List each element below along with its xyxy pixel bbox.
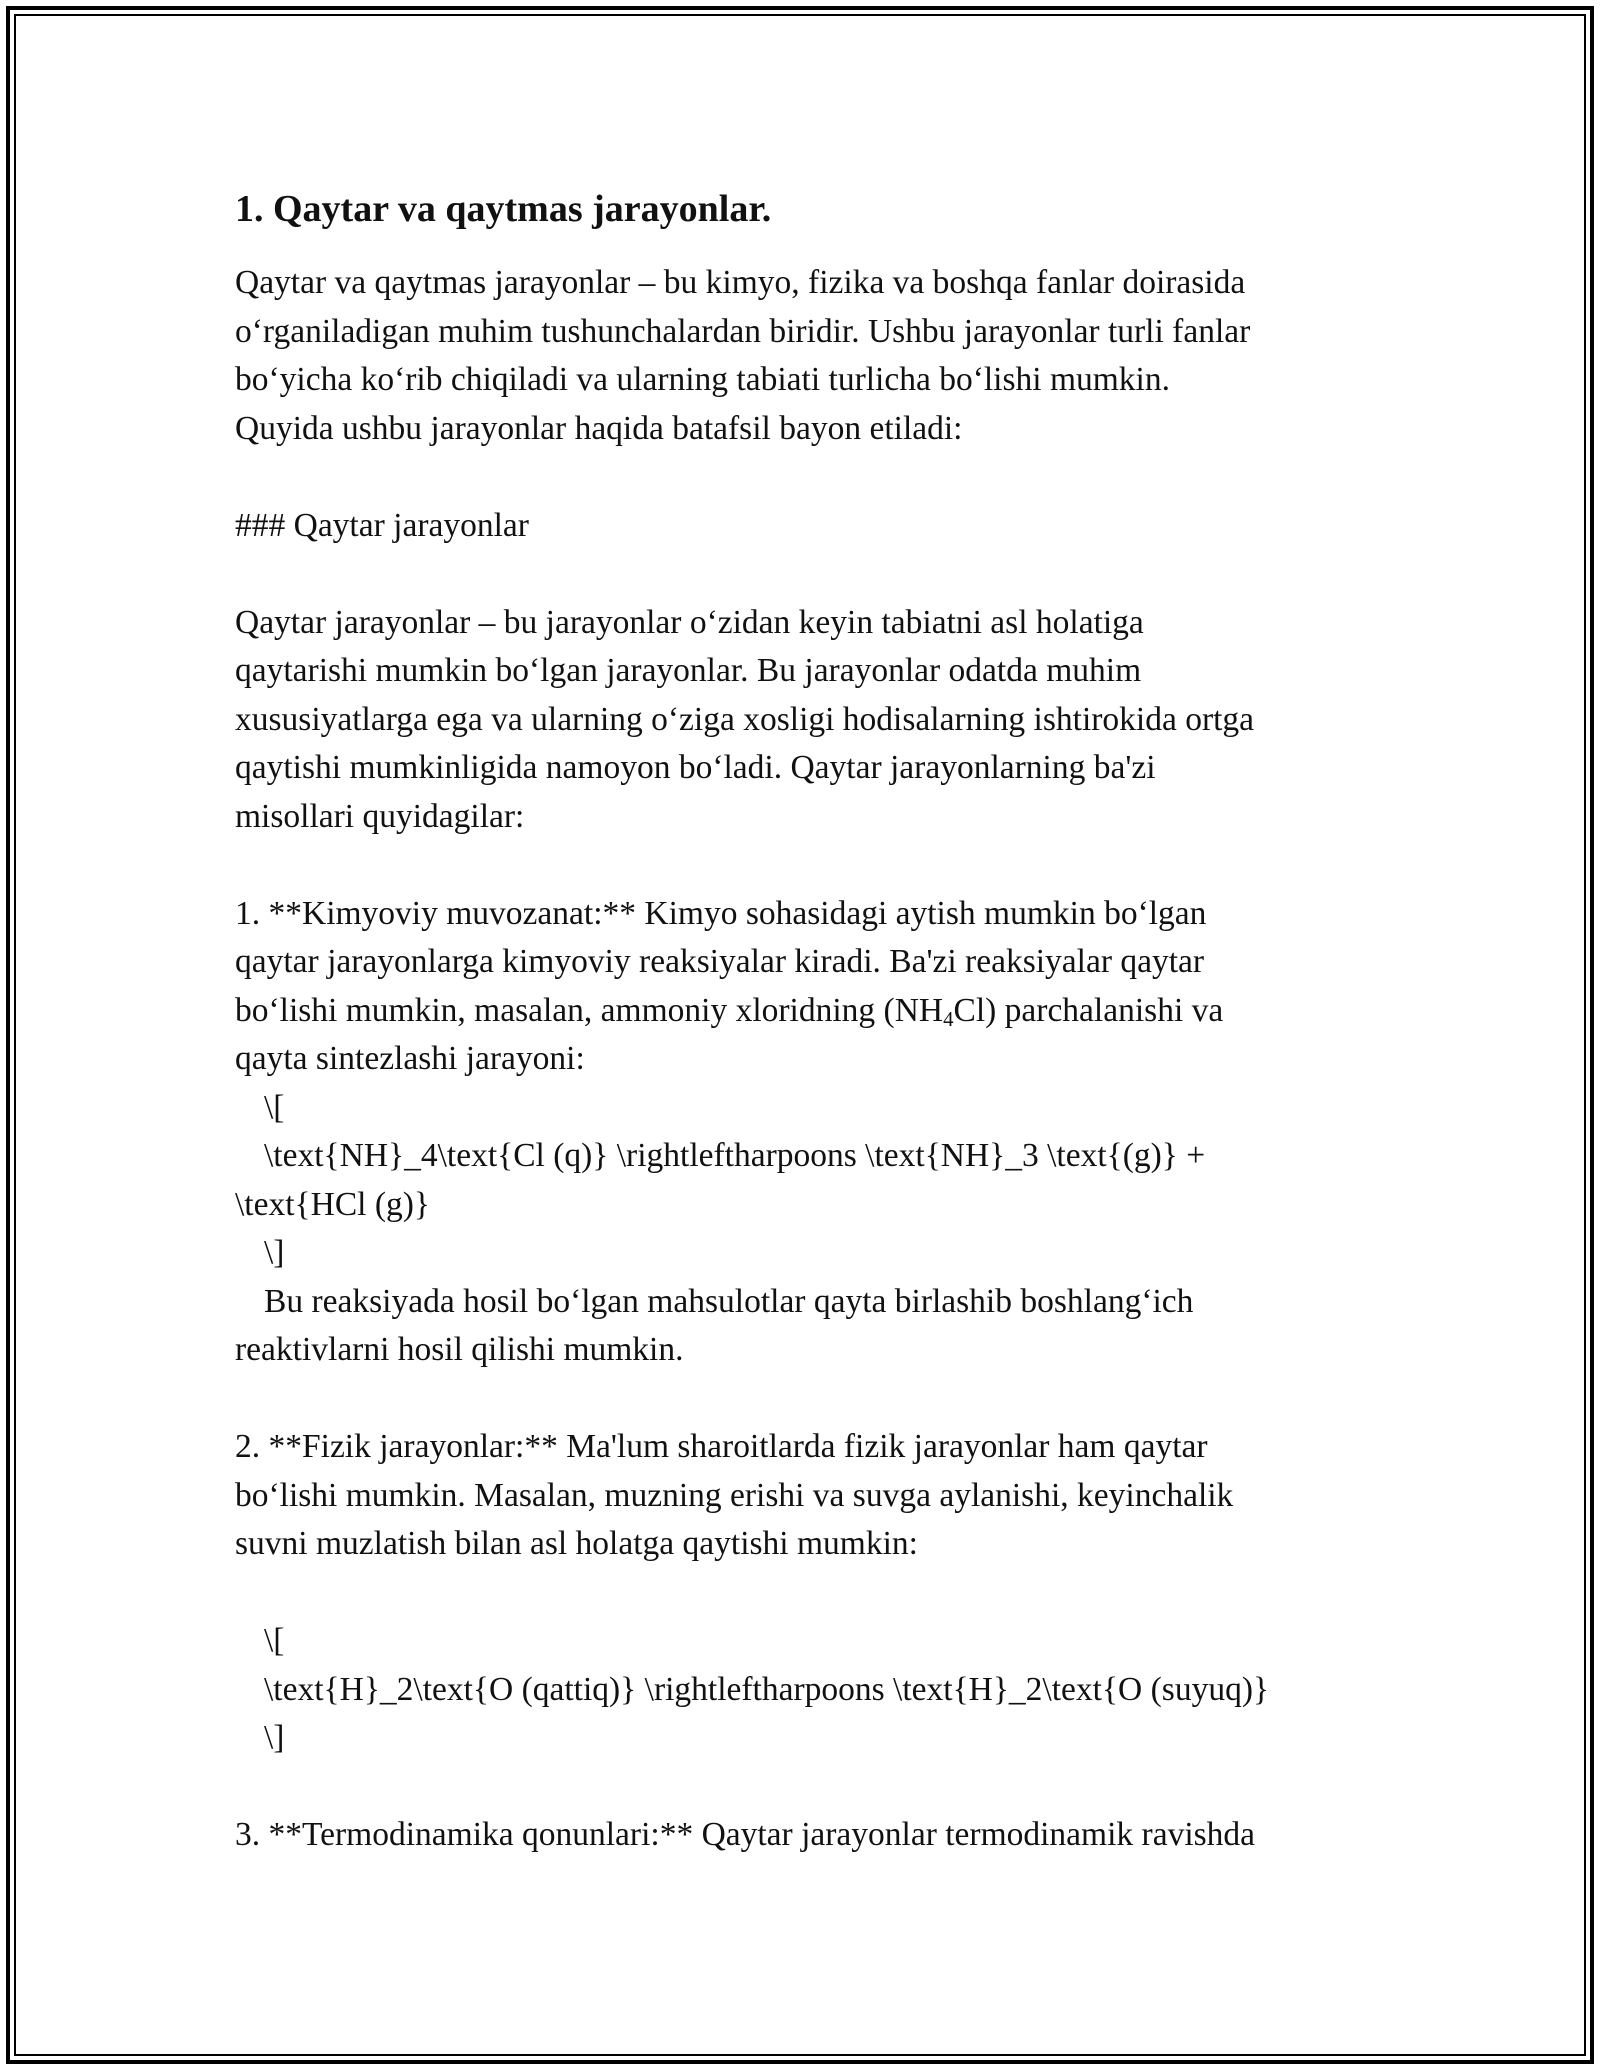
formula-line: \[ xyxy=(264,1622,285,1659)
formula-line: \[ xyxy=(264,1088,285,1126)
blank-line xyxy=(235,841,1375,890)
text-line: Qaytar jarayonlar – bu jarayonlar o‘zidan keyin tabiatni asl holatiga xyxy=(235,603,1144,641)
section-title: 1. Qaytar va qaytmas jarayonlar. xyxy=(235,188,772,230)
text-line: Quyida ushbu jarayonlar haqida batafsil bayon etiladi: xyxy=(235,409,963,447)
text-segment: bo‘lishi mumkin, masalan, ammoniy xloridning (NH xyxy=(235,991,944,1029)
text-line: qaytishi mumkinligida namoyon bo‘ladi. Qaytar jarayonlarning ba'zi xyxy=(235,749,1156,786)
text-line: Qaytar va qaytmas jarayonlar – bu kimyo, fizika va boshqa fanlar doirasida xyxy=(235,264,1246,301)
blank-line xyxy=(235,550,1375,599)
text-line: Bu reaksiyada hosil bo‘lgan mahsulotlar qayta birlashib boshlang‘ich xyxy=(264,1282,1194,1320)
list-item-line: 2. **Fizik jarayonlar:** Ma'lum sharoitlarda fizik jarayonlar ham qaytar xyxy=(235,1428,1208,1465)
text-line: bo‘lishi mumkin. Masalan, muzning erishi va suvga aylanishi, keyinchalik xyxy=(235,1476,1234,1514)
formula-line: \text{H}_2\text{O (qattiq)} \rightleftharpoons \text{H}_2\text{O (suyuq)} xyxy=(264,1670,1270,1708)
text-line: suvni muzlatish bilan asl holatga qaytishi mumkin: xyxy=(235,1525,918,1562)
formula-line: \text{HCl (g)} xyxy=(235,1185,430,1223)
blank-line xyxy=(235,1375,1375,1424)
text-line: qayta sintezlashi jarayoni: xyxy=(235,1040,585,1077)
text-line: bo‘yicha ko‘rib chiqiladi va ularning tabiati turlicha bo‘lishi mumkin. xyxy=(235,361,1170,398)
blank-line xyxy=(235,1569,1375,1618)
formula-line: \] xyxy=(264,1234,285,1271)
text-line-with-subscript xyxy=(235,987,1375,1036)
document-content xyxy=(235,185,1375,1860)
text-line: misollari quyidagilar: xyxy=(235,797,525,835)
formula-line: \] xyxy=(264,1719,285,1756)
list-item-line: 1. **Kimyoviy muvozanat:** Kimyo sohasidagi aytish mumkin bo‘lgan xyxy=(235,894,1207,932)
formula-line: \text{NH}_4\text{Cl (q)} \rightleftharpoons \text{NH}_3 \text{(g)} + xyxy=(264,1137,1206,1174)
document-body xyxy=(235,259,1375,1860)
text-segment: Cl) parchalanishi va xyxy=(953,991,1224,1029)
list-item-line: 3. **Termodinamika qonunlari:** Qaytar jarayonlar termodinamik ravishda xyxy=(235,1816,1256,1853)
blank-line xyxy=(235,453,1375,502)
text-line: qaytar jarayonlarga kimyoviy reaksiyalar kiradi. Ba'zi reaksiyalar qaytar xyxy=(235,943,1205,980)
text-line: o‘rganiladigan muhim tushunchalardan biridir. Ushbu jarayonlar turli fanlar xyxy=(235,312,1251,350)
text-line: xususiyatlarga ega va ularning o‘ziga xosligi hodisalarning ishtirokida ortga xyxy=(235,700,1255,738)
text-line: qaytarishi mumkin bo‘lgan jarayonlar. Bu jarayonlar odatda muhim xyxy=(235,652,1142,689)
subheading-line: ### Qaytar jarayonlar xyxy=(235,506,529,544)
blank-line xyxy=(235,1763,1375,1812)
subscript: 4 xyxy=(943,1007,954,1031)
text-line: reaktivlarni hosil qilishi mumkin. xyxy=(235,1331,684,1368)
